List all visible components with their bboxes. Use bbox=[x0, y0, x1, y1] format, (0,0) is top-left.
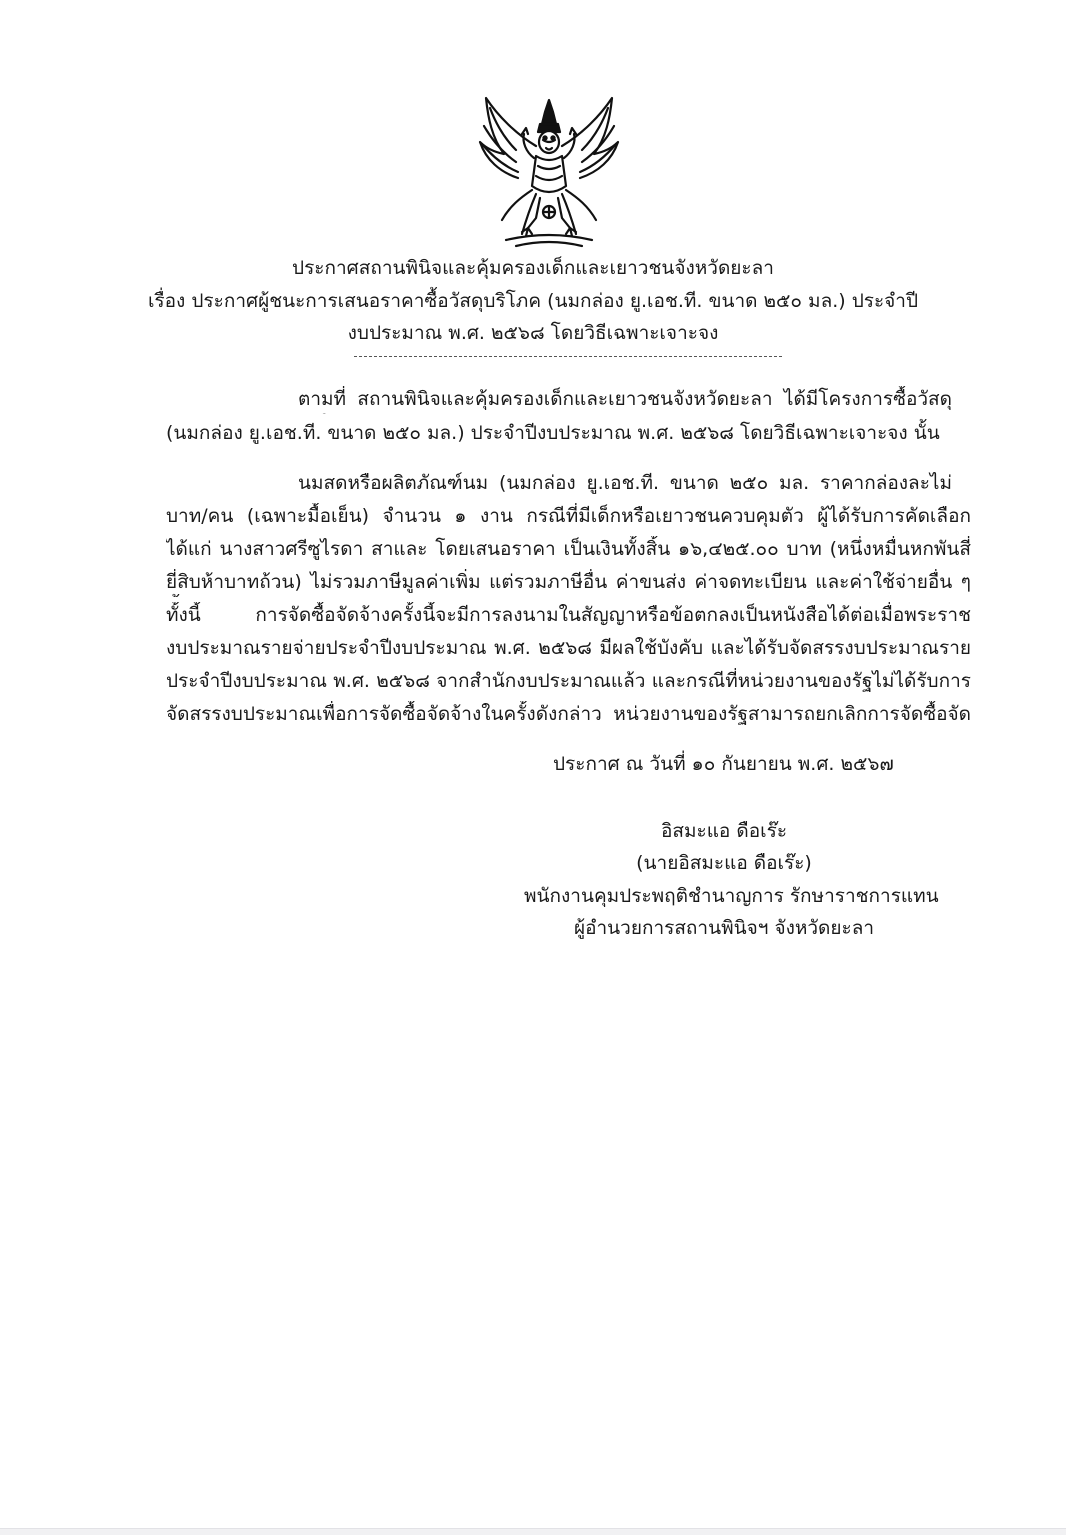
paragraph2-line-4: ยี่สิบห้าบาทถ้วน) ไม่รวมภาษีมูลค่าเพิ่ม แต่รวมภาษีอื่น ค่าขนส่ง ค่าจดทะเบียน และค่าใช้จ่ายอื่น ๆ bbox=[166, 571, 971, 593]
page-bottom-edge bbox=[0, 1528, 1066, 1535]
subject-line-2: งบประมาณ พ.ศ. ๒๕๖๘ โดยวิธีเฉพาะเจาะจง bbox=[347, 322, 719, 344]
paragraph2-line-3: ได้แก่ นางสาวศรีซูไรดา สาและ โดยเสนอราคา เป็นเงินทั้งสิ้น ๑๖,๔๒๕.๐๐ บาท (หนึ่งหมื่นหกพันสี่ bbox=[166, 538, 971, 560]
paragraph2-line-1: นมสดหรือผลิตภัณฑ์นม (นมกล่อง ยู.เอช.ที. ขนาด ๒๕๐ มล. ราคากล่องละไม่ bbox=[298, 472, 952, 494]
position-line-1: พนักงานคุมประพฤติชำนาญการ รักษาราชการแทน bbox=[524, 885, 939, 907]
paragraph2-line-2: บาท/คน (เฉพาะมื้อเย็น) จำนวน ๑ งาน กรณีที่มีเด็กหรือเยาวชนควบคุมตัว ผู้ได้รับการคัดเลือก bbox=[166, 505, 971, 527]
divider bbox=[354, 356, 782, 357]
document-title: ประกาศสถานพินิจและคุ้มครองเด็กและเยาวชนจังหวัดยะลา bbox=[292, 257, 774, 279]
subject-line-1: เรื่อง ประกาศผู้ชนะการเสนอราคาซื้อวัสดุบริโภค (นมกล่อง ยู.เอช.ที. ขนาด ๒๕๐ มล.) ประจำปี bbox=[147, 290, 919, 312]
paragraph2-line-7: ประจำปีงบประมาณ พ.ศ. ๒๕๖๘ จากสำนักงบประมาณแล้ว และกรณีที่หน่วยงานของรัฐไม่ได้รับการ bbox=[166, 670, 971, 692]
paragraph2-line-5: ทั้งนี้ การจัดซื้อจัดจ้างครั้งนี้จะมีการลงนามในสัญญาหรือข้อตกลงเป็นหนังสือได้ต่อเมื่อพระราช bbox=[166, 604, 971, 626]
printed-name: (นายอิสมะแอ ดือเร๊ะ) bbox=[636, 852, 812, 874]
paragraph2-line-6: งบประมาณรายจ่ายประจำปีงบประมาณ พ.ศ. ๒๕๖๘ มีผลใช้บังคับ และได้รับจัดสรรงบประมาณราย bbox=[166, 637, 971, 659]
signed-name: อิสมะแอ ดือเร๊ะ bbox=[660, 820, 788, 842]
paragraph1-line-1: ตามที่ สถานพินิจและคุ้มครองเด็กและเยาวชนจังหวัดยะลา ได้มีโครงการซื้อวัสดุ bbox=[298, 388, 952, 410]
paragraph1-line-2: (นมกล่อง ยู.เอช.ที. ขนาด ๒๕๐ มล.) ประจำปีงบประมาณ พ.ศ. ๒๕๖๘ โดยวิธีเฉพาะเจาะจง นั้น bbox=[166, 422, 940, 444]
garuda-emblem-icon bbox=[476, 94, 622, 250]
paragraph2-line-8: จัดสรรงบประมาณเพื่อการจัดซื้อจัดจ้างในครั้งดังกล่าว หน่วยงานของรัฐสามารถยกเลิกการจัดซื้อจัด bbox=[166, 703, 971, 725]
position-line-2: ผู้อำนวยการสถานพินิจฯ จังหวัดยะลา bbox=[573, 917, 875, 939]
announce-date: ประกาศ ณ วันที่ ๑๐ กันยายน พ.ศ. ๒๕๖๗ bbox=[553, 753, 894, 775]
